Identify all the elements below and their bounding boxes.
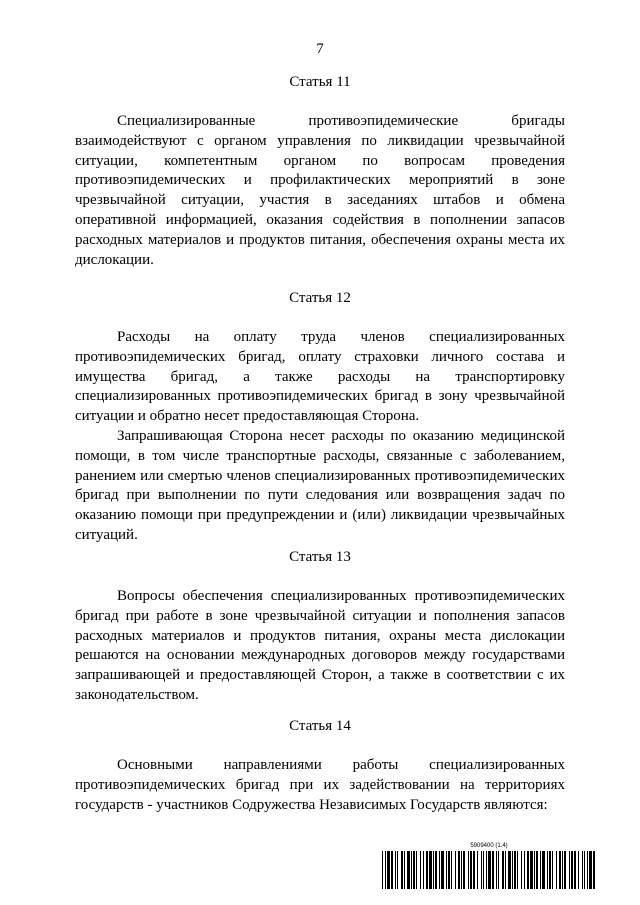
barcode-bar xyxy=(451,851,452,889)
barcode-bar xyxy=(387,851,390,889)
barcode-bar xyxy=(564,851,566,889)
barcode-bar xyxy=(407,851,410,889)
barcode-bar xyxy=(468,851,469,889)
barcode-bar xyxy=(397,851,398,889)
article-paragraph: Запрашивающая Сторона несет расходы по оказанию медицинской помощи, в том числе транспортные расходы, связанные с заболеванием, ранением или смертью членов специализированных противоэпидемических бригад при выполнении по пути следования или возвращения задач по оказанию помощи при предупреждении и (или) ликвидации чрезвычайных ситуаций. xyxy=(75,427,565,543)
barcode-bar xyxy=(391,851,393,889)
article-12 xyxy=(75,289,565,546)
barcode-bar xyxy=(552,851,553,889)
barcode-bar xyxy=(416,851,417,889)
barcode-bar xyxy=(536,851,538,889)
barcode-bar xyxy=(584,851,585,889)
article-paragraph: Вопросы обеспечения специализированных противоэпидемических бригад при работе в зоне чрезвычайной ситуации и пополнения запасов расходных материалов и продуктов питания, охраны места дислокации решаются на основании международных договоров между государствами запрашивающей и предоставляющей Сторон, а также в соответствии с их законодательством. xyxy=(75,588,565,703)
barcode-bar xyxy=(423,851,424,889)
barcode-bar xyxy=(483,851,484,889)
barcode-bar xyxy=(512,851,513,889)
barcode-bar xyxy=(587,851,588,889)
article-paragraph: Расходы на оплату труда членов специализированных противоэпидемических бригад, оплату страховки личного состава и имущества бригад, а также расходы на транспортировку специализированных противоэпидемических бригад в зону чрезвычайной ситуации и обратно несет предоставляющая Сторона. xyxy=(75,329,565,425)
barcode-bar xyxy=(547,851,548,889)
barcode-bar xyxy=(486,851,487,889)
barcode-bar xyxy=(413,851,415,889)
barcode-bar xyxy=(463,851,465,889)
article-heading: Статья 13 xyxy=(289,549,351,565)
barcode-bar xyxy=(404,851,405,889)
barcode-bar xyxy=(502,851,504,889)
barcode-bar xyxy=(578,851,579,889)
barcode-bar xyxy=(439,851,440,889)
barcode-bar xyxy=(435,851,437,889)
barcode-bar xyxy=(593,851,595,889)
barcode-bar xyxy=(521,851,522,889)
barcode-bar xyxy=(505,851,506,889)
barcode-bar xyxy=(569,851,570,889)
article-paragraph: Специализированные противоэпидемические бригады взаимодействуют с органом управления по ликвидации чрезвычайной ситуации, компетентным органом по вопросам проведения противоэпидемических и профилактических мероприятий в зоне чрезвычайной ситуации, участия в заседаниях штабов и обмена оперативной информацией, оказания содействия в пополнении запасов расходных материалов и продуктов питания, обеспечения охраны места их дислокации. xyxy=(75,113,565,268)
barcode-bar xyxy=(556,851,557,889)
barcode-bar xyxy=(395,851,396,889)
barcode-bar xyxy=(559,851,561,889)
barcode-bar xyxy=(527,851,529,889)
barcode-bar xyxy=(534,851,535,889)
barcode-bar xyxy=(411,851,412,889)
barcode-bar xyxy=(461,851,462,889)
barcode-bar xyxy=(540,851,541,889)
barcode-bar xyxy=(426,851,428,889)
barcode-bar xyxy=(488,851,491,889)
barcode-bar xyxy=(496,851,497,889)
barcode-bar xyxy=(470,851,472,889)
barcode-bar xyxy=(498,851,499,889)
barcode-bar xyxy=(492,851,494,889)
barcode-bar xyxy=(517,851,518,889)
barcode-bar xyxy=(441,851,444,889)
article-heading: Статья 12 xyxy=(289,290,351,306)
barcode-bar xyxy=(455,851,456,889)
barcode-image xyxy=(380,851,598,889)
barcode-bar xyxy=(589,851,592,889)
article-14 xyxy=(75,717,565,815)
barcode-bar xyxy=(514,851,516,889)
barcode-bar xyxy=(473,851,475,889)
barcode-bar xyxy=(420,851,421,889)
barcode-bar xyxy=(549,851,551,889)
barcode-bar xyxy=(582,851,583,889)
barcode-bar xyxy=(446,851,447,889)
barcode-bar xyxy=(433,851,434,889)
barcode-bar xyxy=(458,851,460,889)
barcode-label: 5909400 (1.4) xyxy=(470,843,508,849)
barcode-bar xyxy=(542,851,545,889)
barcode-bar xyxy=(571,851,573,889)
barcode-bar xyxy=(382,851,383,889)
barcode-bar xyxy=(508,851,511,889)
article-heading: Статья 11 xyxy=(289,74,351,90)
barcode-bar xyxy=(429,851,432,889)
barcode-bar xyxy=(530,851,533,889)
barcode-bar xyxy=(401,851,403,889)
barcode-bar xyxy=(481,851,482,889)
article-11 xyxy=(75,73,565,270)
article-13 xyxy=(75,548,565,706)
barcode-bar xyxy=(524,851,525,889)
article-heading: Статья 14 xyxy=(289,718,351,734)
barcode xyxy=(380,842,598,892)
barcode-bar xyxy=(574,851,576,889)
barcode-bar xyxy=(448,851,450,889)
barcode-bar xyxy=(477,851,478,889)
barcode-bar xyxy=(385,851,386,889)
page-number: 7 xyxy=(316,41,324,57)
article-paragraph: Основными направлениями работы специализированных противоэпидемических бригад при их задействовании на территориях государств - участников Содружества Независимых Государств являются: xyxy=(75,757,565,813)
barcode-bar xyxy=(562,851,563,889)
